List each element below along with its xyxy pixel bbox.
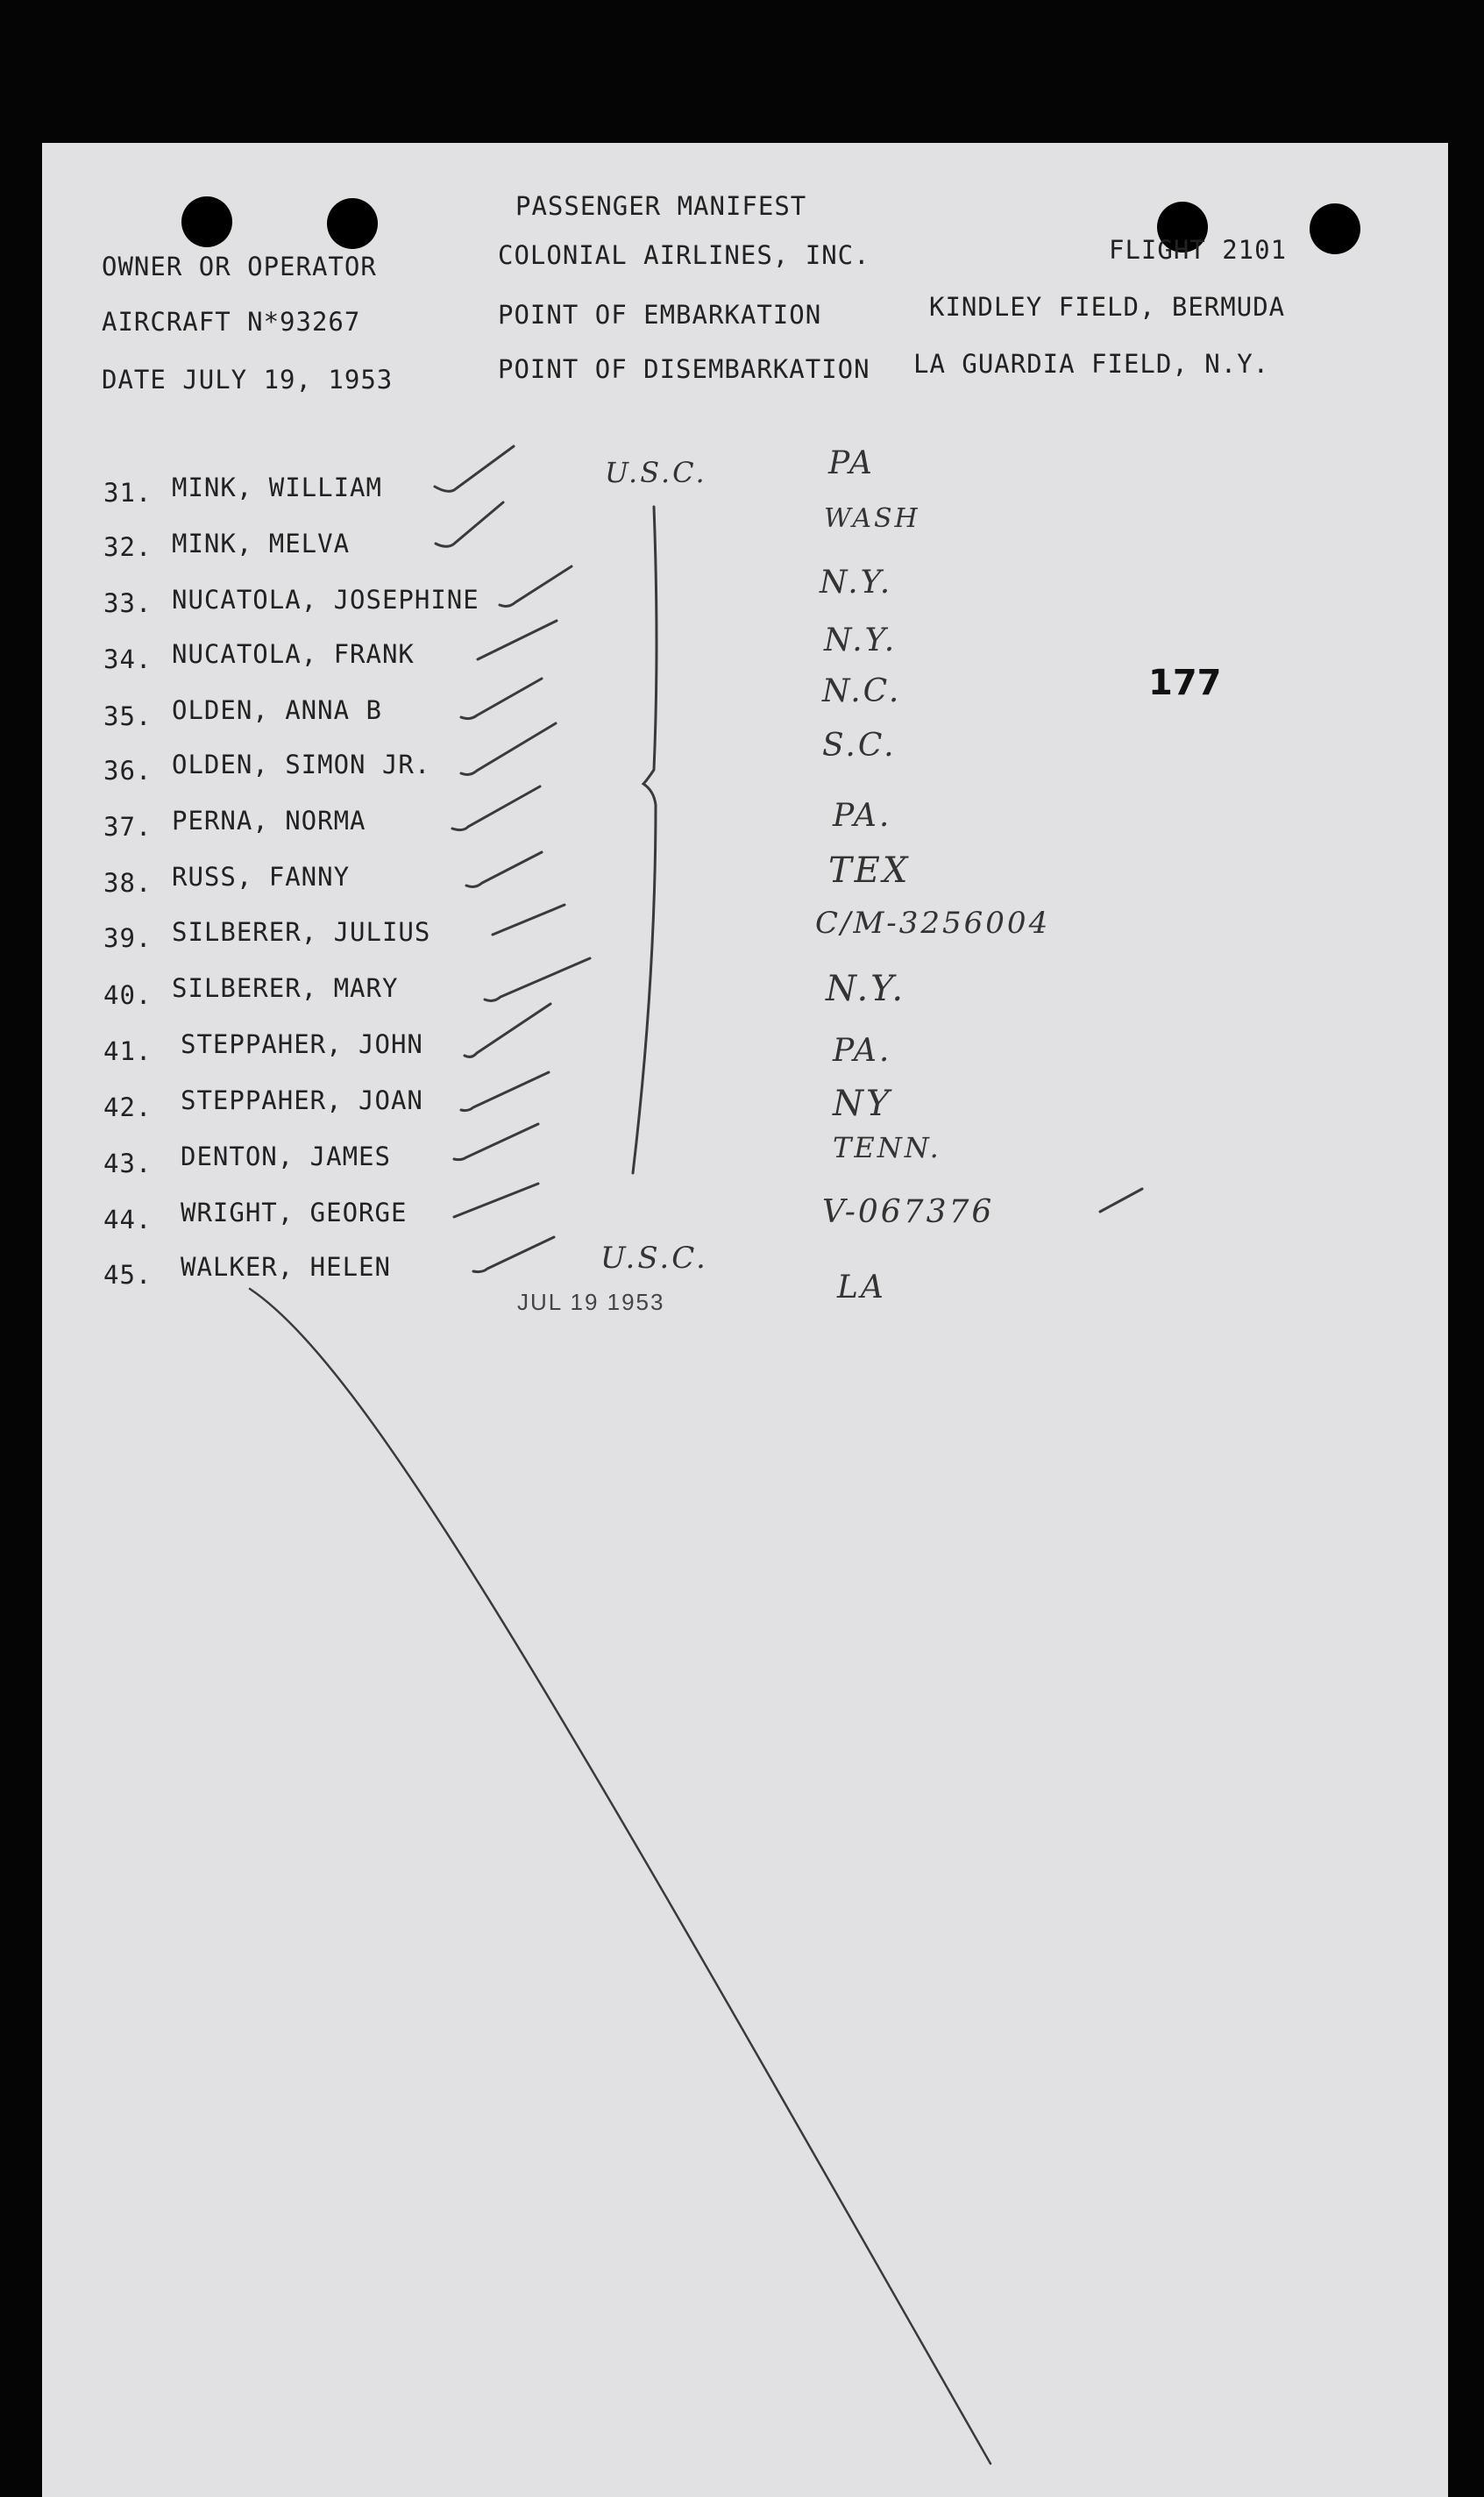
passenger-note: V-067376 xyxy=(822,1194,995,1230)
passenger-name: PERNA, NORMA xyxy=(172,806,366,836)
passenger-number: 35. xyxy=(103,701,153,731)
passenger-number: 38. xyxy=(103,868,153,898)
disembarkation-value: LA GUARDIA FIELD, N.Y. xyxy=(913,349,1270,379)
passenger-name: WRIGHT, GEORGE xyxy=(181,1198,408,1227)
diagonal-strike-line xyxy=(250,1289,991,2464)
passenger-name: WALKER, HELEN xyxy=(181,1252,391,1282)
manifest-title: PASSENGER MANIFEST xyxy=(515,191,807,221)
check-mark-icon xyxy=(466,852,542,886)
passenger-name: STEPPAHER, JOAN xyxy=(181,1085,423,1115)
passenger-number: 43. xyxy=(103,1149,153,1178)
flight-number: FLIGHT 2101 xyxy=(1109,235,1288,265)
passenger-number: 32. xyxy=(103,532,153,562)
check-mark-icon xyxy=(461,1072,549,1111)
passenger-number: 34. xyxy=(103,644,153,674)
passenger-note: LA xyxy=(837,1270,886,1305)
passenger-name: RUSS, FANNY xyxy=(172,862,351,892)
passenger-number: 41. xyxy=(103,1036,153,1066)
passenger-note: N.C. xyxy=(822,673,902,709)
passenger-number: 40. xyxy=(103,980,153,1010)
passenger-number: 31. xyxy=(103,478,153,508)
check-mark-icon xyxy=(435,446,514,491)
embarkation-label: POINT OF EMBARKATION xyxy=(498,300,822,330)
passenger-note: TENN. xyxy=(833,1131,941,1164)
date-stamp: JUL 19 1953 xyxy=(517,1289,665,1315)
check-mark-icon xyxy=(478,621,557,659)
embarkation-value: KINDLEY FIELD, BERMUDA xyxy=(929,292,1286,322)
passenger-note: N.Y. xyxy=(826,969,906,1009)
check-mark-icon xyxy=(473,1237,554,1272)
passenger-note: PA xyxy=(828,445,875,481)
check-mark-icon xyxy=(493,905,564,935)
aircraft-number: AIRCRAFT N*93267 xyxy=(102,307,361,337)
passenger-note: N.Y. xyxy=(824,622,898,658)
passenger-note: WASH xyxy=(824,503,920,534)
passenger-note: TEX xyxy=(828,850,911,891)
passenger-name: NUCATOLA, FRANK xyxy=(172,639,415,669)
owner-value: COLONIAL AIRLINES, INC. xyxy=(498,240,870,270)
check-mark-icon xyxy=(465,1004,550,1056)
check-mark-icon xyxy=(454,1184,538,1217)
passenger-name: DENTON, JAMES xyxy=(181,1142,391,1171)
passenger-number: 45. xyxy=(103,1260,153,1290)
brace-line xyxy=(633,507,657,1173)
passenger-number: 39. xyxy=(103,923,153,953)
passenger-name: STEPPAHER, JOHN xyxy=(181,1029,423,1059)
passenger-number: 42. xyxy=(103,1092,153,1122)
check-mark-icon xyxy=(454,1124,538,1160)
disembarkation-label: POINT OF DISEMBARKATION xyxy=(498,354,870,384)
passenger-name: OLDEN, SIMON JR. xyxy=(172,750,431,779)
passenger-name: NUCATOLA, JOSEPHINE xyxy=(172,585,479,615)
usc-annotation-top: U.S.C. xyxy=(605,456,707,489)
check-mark-icon xyxy=(1100,1189,1142,1212)
passenger-note: S.C. xyxy=(822,728,897,764)
passenger-note: C/M-3256004 xyxy=(815,906,1051,941)
passenger-name: OLDEN, ANNA B xyxy=(172,695,382,725)
check-mark-icon xyxy=(485,958,590,1000)
check-mark-icon xyxy=(452,786,540,830)
passenger-number: 36. xyxy=(103,756,153,786)
passenger-name: MINK, MELVA xyxy=(172,529,351,558)
check-mark-icon xyxy=(500,566,572,606)
passenger-name: SILBERER, JULIUS xyxy=(172,917,431,947)
passenger-note: N.Y. xyxy=(820,565,893,601)
check-mark-icon xyxy=(436,502,503,546)
passenger-number: 37. xyxy=(103,812,153,842)
passenger-note: NY xyxy=(833,1084,892,1124)
manifest-date: DATE JULY 19, 1953 xyxy=(102,365,394,395)
passenger-number: 44. xyxy=(103,1205,153,1234)
passenger-note: PA. xyxy=(833,1033,892,1069)
check-mark-icon xyxy=(461,723,556,774)
passenger-number: 33. xyxy=(103,588,153,618)
usc-annotation-bottom: U.S.C. xyxy=(600,1241,708,1276)
page-number: 177 xyxy=(1148,663,1222,703)
check-mark-icon xyxy=(461,679,542,719)
passenger-name: MINK, WILLIAM xyxy=(172,473,382,502)
passenger-note: PA. xyxy=(833,798,892,834)
passenger-name: SILBERER, MARY xyxy=(172,973,399,1003)
owner-label: OWNER OR OPERATOR xyxy=(102,252,377,281)
